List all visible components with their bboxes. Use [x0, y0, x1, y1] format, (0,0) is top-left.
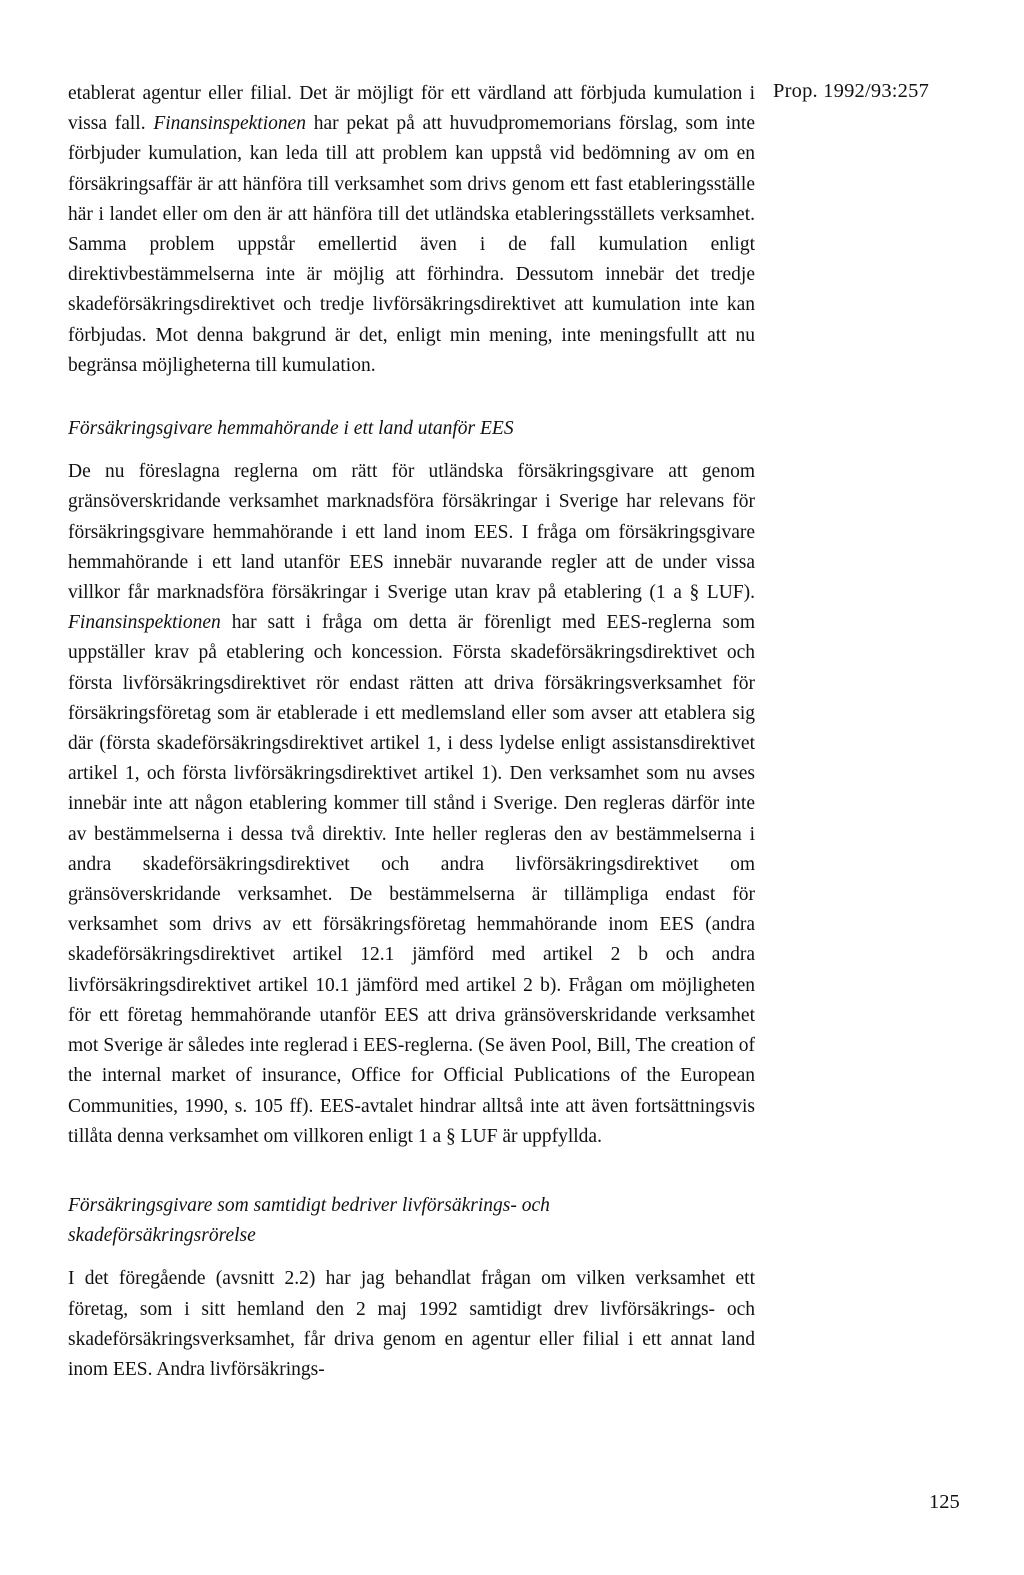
body-text-column: [68, 79, 755, 1385]
proposition-reference: Prop. 1992/93:257: [773, 80, 930, 102]
italic-authority-name: Finansinspektionen: [68, 612, 221, 634]
paragraph-text: har pekat på att huvudpromemorians förslag, som inte förbjuder kumulation, kan leda till att problem kan uppstå vid bedömning av om en försäkringsaffär är att hänföra till verksamhet som drivs genom ett fast etableringsställe här i landet eller om den är att hänföra till det utländska etableringsställets verksamhet. Samma problem uppstår emellertid även i de fall kumulation enligt direktivbestämmelserna inte är möjlig att förhindra. Dessutom innebär det tredje skadeförsäkringsdirektivet och tredje livförsäkringsdirektivet att kumulation inte kan förbjudas. Mot denna bakgrund är det, enligt min mening, inte meningsfullt att nu begränsa möjligheterna till kumulation.: [68, 113, 756, 376]
paragraph-text: De nu föreslagna reglerna om rätt för utländska försäkringsgivare att genom gränsöverskridande verksamhet marknadsföra försäkringar i Sverige har relevans för försäkringsgivare hemmahörande i ett land inom EES. I fråga om försäkringsgivare hemmahörande i ett land utanför EES innebär nuvarande regler att de under vissa villkor får marknadsföra försäkringar i Sverige utan krav på etablering (1 a § LUF).: [68, 461, 755, 604]
paragraph-text: har satt i fråga om detta är förenligt med EES-reglerna som uppställer krav på etablering och koncession. Första skadeförsäkringsdirektivet och första livförsäkringsdirektivet rör endast rätten att driva försäkringsverksamhet för försäkringsföretag som är etablerade i ett medlemsland eller som avser att etablera sig där (första skadeförsäkringsdirektivet artikel 1, i dess lydelse enligt assistansdirektivet artikel 1, och första livförsäkringsdirektivet artikel 1). Den verksamhet som nu avses innebär inte att någon etablering kommer till stånd i Sverige. Den regleras därför inte av bestämmelserna i dessa två direktiv. Inte heller regleras den av bestämmelserna i andra skadeförsäkringsdirektivet och andra livförsäkringsdirektivet om gränsöverskridande verksamhet. De bestämmelserna är tillämpliga endast för verksamhet som drivs av ett försäkringsföretag hemmahörande inom EES (andra skadeförsäkringsdirektivet artikel 12.1 jämförd med artikel 2 b och andra livförsäkringsdirektivet artikel 10.1 jämförd med artikel 2 b). Frågan om möjligheten för ett företag hemmahörande utanför EES att driva gränsöverskridande verksamhet mot Sverige är således inte reglerad i EES-reglerna. (Se även Pool, Bill, The creation of the internal market of insurance, Office for Official Publications of the European Communities, 1990, s. 105 ff). EES-avtalet hindrar alltså inte att även fortsättningsvis tillåta denna verksamhet om villkoren enligt 1 a § LUF är uppfyllda.: [68, 612, 755, 1147]
paragraph-text: etablerat agentur eller filial. Det är möjligt för ett värdland att förbjuda kumulation i vissa fall.: [68, 83, 755, 135]
paragraph-cumulation: [68, 79, 755, 381]
paragraph-combined-business: I det föregående (avsnitt 2.2) har jag behandlat frågan om vilken verksamhet ett företag, som i sitt hemland den 2 maj 1992 samtidigt drev livförsäkrings- och skadeförsäkringsverksamhet, får driva genom en agentur eller filial i ett annat land inom EES. Andra livförsäkrings-: [68, 1268, 755, 1380]
heading-line: Försäkringsgivare som samtidigt bedriver livförsäkrings- och: [68, 1194, 550, 1216]
section-heading-combined-business: [68, 1191, 755, 1251]
section-heading-outside-ees: Försäkringsgivare hemmahörande i ett land utanför EES: [68, 418, 514, 440]
paragraph-outside-ees: [68, 457, 755, 1152]
italic-authority-name: Finansinspektionen: [153, 113, 307, 135]
heading-line: skadeförsäkringsrörelse: [68, 1225, 256, 1247]
page-number: 125: [929, 1491, 960, 1513]
